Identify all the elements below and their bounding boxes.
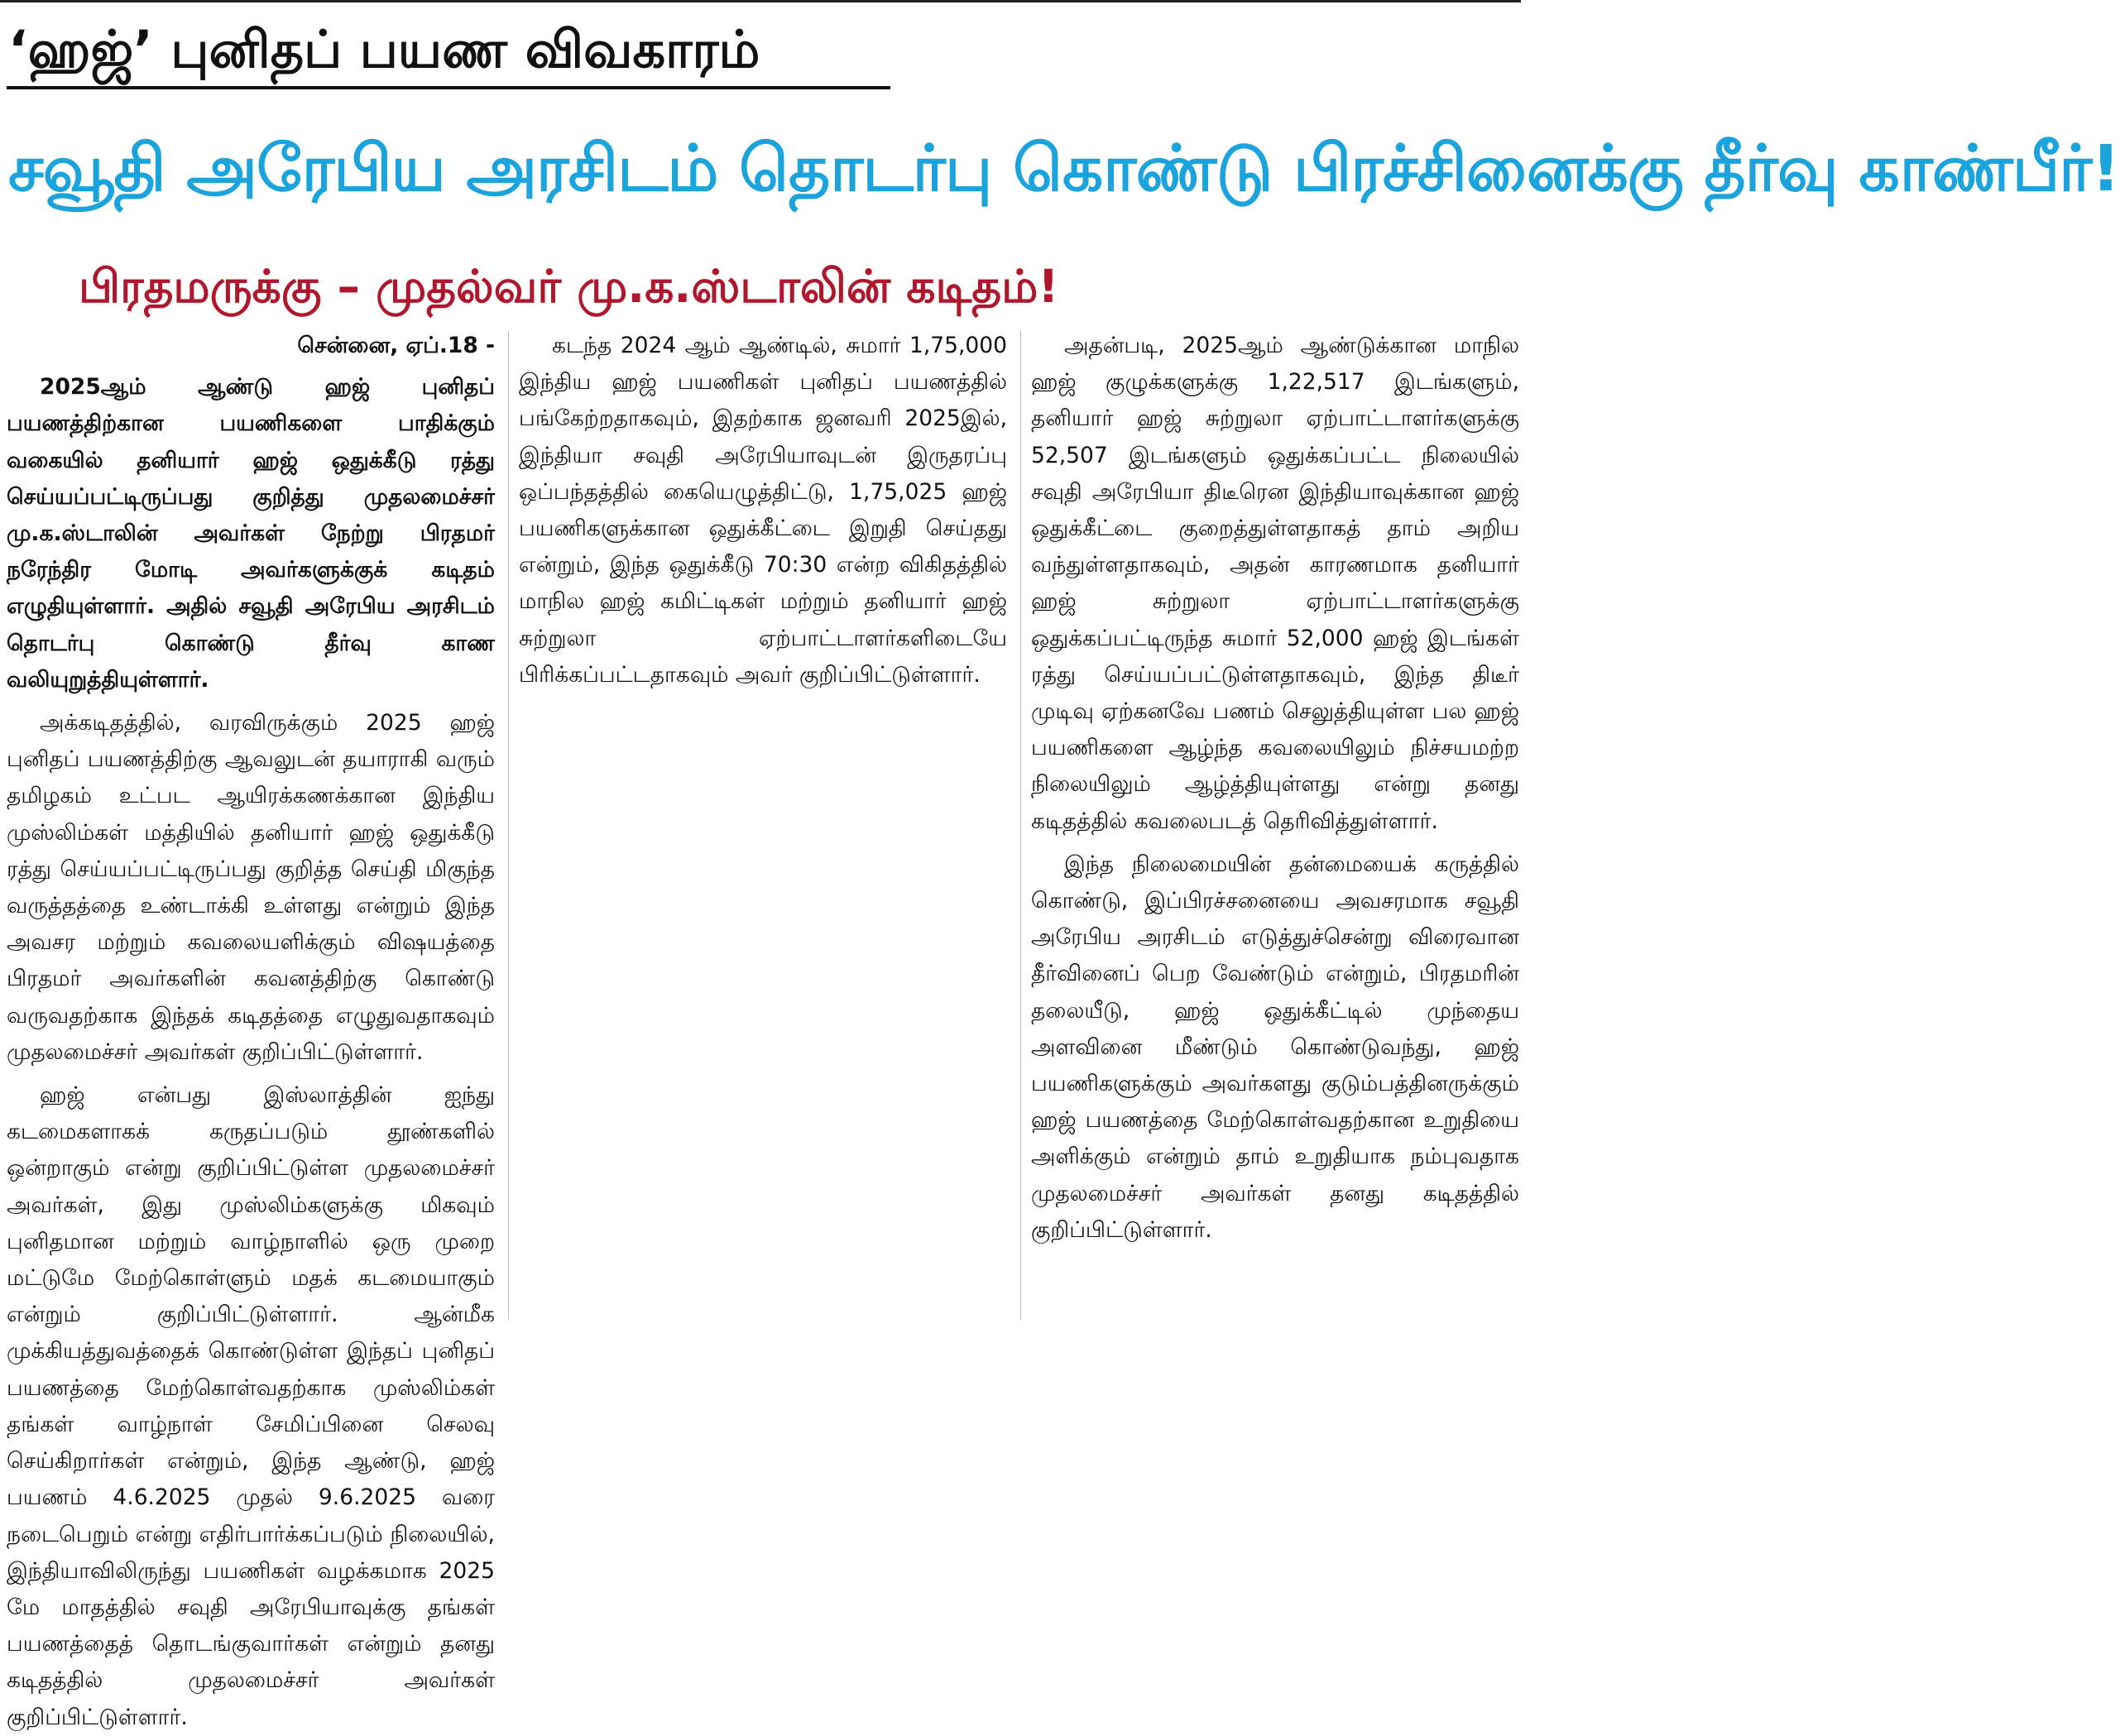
dateline: சென்னை, ஏப்.18 -: [297, 333, 495, 358]
headline: சவூதி அரேபிய அரசிடம் தொடர்பு கொண்டு பிரச்சினைக்கு தீர்வு காண்பீர்!: [8, 132, 2120, 206]
body-paragraph: கடந்த 2024 ஆம் ஆண்டில், சுமார் 1,75,000 இந்திய ஹஜ் பயணிகள் புனிதப் பயணத்தில் பங்கேற்றதாகவும், இதற்காக ஜனவரி 2025இல், இந்தியா சவுதி அரேபியாவுடன் இருதரப்பு ஒப்பந்தத்தில் கையெழுத்திட்டு, 1,75,025 ஹஜ் பயணிகளுக்கான ஒதுக்கீட்டை இறுதி செய்தது என்றும், இந்த ஒதுக்கீடு 70:30 என்ற விகிதத்தில் மாநில ஹஜ் கமிட்டிகள் மற்றும் தனியார் ஹஜ் சுற்றுலா ஏற்பாட்டாளர்களிடையே பிரிக்கப்பட்டதாகவும் அவர் குறிப்பிட்டுள்ளார்.: [519, 333, 1007, 688]
lead-paragraph: 2025ஆம் ஆண்டு ஹஜ் புனிதப் பயணத்திற்கான பயணிகளை பாதிக்கும் வகையில் தனியார் ஹஜ் ஒதுக்கீடு ரத்து செய்யப்பட்டிருப்பது குறித்து முதலமைச்சர் மு.க.ஸ்டாலின் அவர்கள் நேற்று பிரதமர் நரேந்திர மோடி அவர்களுக்குக் கடிதம் எழுதியுள்ளார். அதில் சவூதி அரேபிய அரசிடம் தொடர்பு கொண்டு தீர்வு காண வலியுறுத்தியுள்ளார்.: [7, 374, 495, 693]
kicker-underline: [7, 86, 890, 89]
subhead: பிரதமருக்கு – முதல்வர் மு.க.ஸ்டாலின் கடிதம்!: [79, 260, 1059, 313]
kicker: ‘ஹஜ்’ புனிதப் பயண விவகாரம்: [8, 19, 760, 79]
column-divider: [508, 331, 509, 1320]
article-column-3: [1031, 328, 1519, 1321]
top-rule: [0, 0, 1521, 2]
body-paragraph: அதன்படி, 2025ஆம் ஆண்டுக்கான மாநில ஹஜ் குழுக்களுக்கு 1,22,517 இடங்களும், தனியார் ஹஜ் சுற்றுலா ஏற்பாட்டாளர்களுக்கு 52,507 இடங்களும் ஒதுக்கப்பட்ட நிலையில் சவுதி அரேபியா திடீரென இந்தியாவுக்கான ஹஜ் ஒதுக்கீட்டை குறைத்துள்ளதாகத் தாம் அறிய வந்துள்ளதாகவும், அதன் காரணமாக தனியார் ஹஜ் சுற்றுலா ஏற்பாட்டாளர்களுக்கு ஒதுக்கப்பட்டிருந்த சுமார் 52,000 ஹஜ் இடங்கள் ரத்து செய்யப்பட்டுள்ளதாகவும், இந்த திடீர் முடிவு ஏற்கனவே பணம் செலுத்தியுள்ள பல ஹஜ் பயணிகளை ஆழ்ந்த கவலையிலும் நிச்சயமற்ற நிலையிலும் ஆழ்த்தியுள்ளது என்று தனது கடிதத்தில் கவலைபடத் தெரிவித்துள்ளார்.: [1031, 333, 1519, 834]
article-column-1: [7, 328, 495, 1730]
body-paragraph: அக்கடிதத்தில், வரவிருக்கும் 2025 ஹஜ் புனிதப் பயணத்திற்கு ஆவலுடன் தயாராகி வரும் தமிழகம் உட்பட ஆயிரக்கணக்கான இந்திய முஸ்லிம்கள் மத்தியில் தனியார் ஹஜ் ஒதுக்கீடு ரத்து செய்யப்பட்டிருப்பது குறித்த செய்தி மிகுந்த வருத்தத்தை உண்டாக்கி உள்ளது என்றும் இந்த அவசர மற்றும் கவலையளிக்கும் விஷயத்தை பிரதமர் அவர்களின் கவனத்திற்கு கொண்டு வருவதற்காக இந்தக் கடிதத்தை எழுதுவதாகவும் முதலமைச்சர் அவர்கள் குறிப்பிட்டுள்ளார்.: [7, 710, 495, 1065]
body-paragraph: ஹஜ் என்பது இஸ்லாத்தின் ஐந்து கடமைகளாகக் கருதப்படும் தூண்களில் ஒன்றாகும் என்று குறிப்பிட்டுள்ள முதலமைச்சர் அவர்கள், இது முஸ்லிம்களுக்கு மிகவும் புனிதமான மற்றும் வாழ்நாளில் ஒரு முறை மட்டுமே மேற்கொள்ளும் மதக் கடமையாகும் என்றும் குறிப்பிட்டுள்ளார். ஆன்மீக முக்கியத்துவத்தைக் கொண்டுள்ள இந்தப் புனிதப் பயணத்தை மேற்கொள்வதற்காக முஸ்லிம்கள் தங்கள் வாழ்நாள் சேமிப்பினை செலவு செய்கிறார்கள் என்றும், இந்த ஆண்டு, ஹஜ் பயணம் 4.6.2025 முதல் 9.6.2025 வரை நடைபெறும் என்று எதிர்பார்க்கப்படும் நிலையில், இந்தியாவிலிருந்து பயணிகள் வழக்கமாக 2025 மே மாதத்தில் சவுதி அரேபியாவுக்கு தங்கள் பயணத்தைத் தொடங்குவார்கள் என்றும் தனது கடிதத்தில் முதலமைச்சர் அவர்கள் குறிப்பிட்டுள்ளார்.: [7, 1082, 495, 1730]
body-paragraph: இந்த நிலைமையின் தன்மையைக் கருத்தில் கொண்டு, இப்பிரச்சனையை அவசரமாக சவூதி அரேபிய அரசிடம் எடுத்துச்சென்று விரைவான தீர்வினைப் பெற வேண்டும் என்றும், பிரதமரின் தலையீடு, ஹஜ் ஒதுக்கீட்டில் முந்தைய அளவினை மீண்டும் கொண்டுவந்து, ஹஜ் பயணிகளுக்கும் அவர்களது குடும்பத்தினருக்கும் ஹஜ் பயணத்தை மேற்கொள்வதற்கான உறுதியை அளிக்கும் என்றும் தாம் உறுதியாக நம்புவதாக முதலமைச்சர் அவர்கள் தனது கடிதத்தில் குறிப்பிட்டுள்ளார்.: [1031, 851, 1519, 1243]
column-divider: [1020, 331, 1021, 1320]
article-column-2: [519, 328, 1007, 1321]
